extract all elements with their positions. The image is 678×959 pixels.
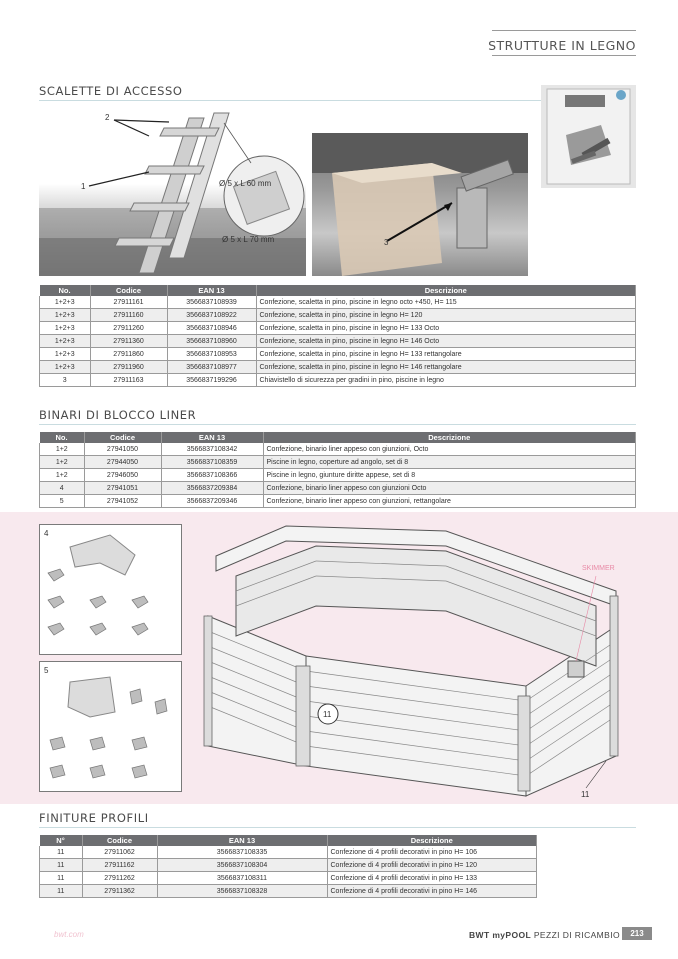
- footer-brand-rest: PEZZI DI RICAMBIO: [533, 930, 620, 940]
- cell-descrizione: Confezione, binario liner appeso con giunzioni, Octo: [263, 443, 636, 456]
- footer-url[interactable]: bwt.com: [54, 930, 84, 939]
- cell-ean: 3566837108328: [157, 885, 327, 898]
- section-title-liner: BINARI DI BLOCCO LINER: [39, 408, 197, 422]
- table-row: [40, 348, 636, 361]
- cell-codice: 27911260: [90, 322, 167, 335]
- cell-ean: 3566837108960: [167, 335, 256, 348]
- pool-structure-diagram: [196, 516, 636, 802]
- table-row: [40, 846, 537, 859]
- cell-ean: 3566837108342: [161, 443, 263, 456]
- table-row: [40, 859, 537, 872]
- cell-no: 1+2+3: [40, 348, 91, 361]
- cell-codice: 27911160: [90, 309, 167, 322]
- page-number: 213: [622, 927, 652, 940]
- cell-descrizione: Confezione di 4 profili decorativi in pino H= 106: [327, 846, 537, 859]
- cell-ean: 3566837108366: [161, 469, 263, 482]
- col-header-codice: Codice: [90, 285, 167, 296]
- col-header-descrizione: Descrizione: [256, 285, 636, 296]
- cell-codice: 27911161: [90, 296, 167, 309]
- cell-descrizione: Confezione, scaletta in pino, piscine in legno H= 133 Octo: [256, 322, 636, 335]
- cell-descrizione: Confezione, scaletta in pino, piscine in legno H= 146 Octo: [256, 335, 636, 348]
- col-header-no: No.: [40, 432, 85, 443]
- cell-ean: 3566837108953: [167, 348, 256, 361]
- page-title: STRUTTURE IN LEGNO: [488, 38, 636, 53]
- table-row: [40, 456, 636, 469]
- header-rule-upper: [492, 30, 636, 31]
- cell-descrizione: Confezione, scaletta in pino, piscine in legno H= 146 rettangolare: [256, 361, 636, 374]
- cell-no: 11: [40, 846, 83, 859]
- col-header-codice: Codice: [82, 835, 157, 846]
- header-rule-top: [492, 55, 636, 56]
- callout-11-right: 11: [581, 790, 590, 799]
- col-header-no: N°: [40, 835, 83, 846]
- table-row: [40, 309, 636, 322]
- cell-no: 1+2+3: [40, 296, 91, 309]
- cell-descrizione: Piscine in legno, giunture diritte appese, set di 8: [263, 469, 636, 482]
- cell-ean: 3566837108946: [167, 322, 256, 335]
- cell-codice: 27911360: [90, 335, 167, 348]
- cell-no: 5: [40, 495, 85, 508]
- cell-no: 1+2: [40, 469, 85, 482]
- cell-descrizione: Confezione, binario liner appeso con giunzioni Octo: [263, 482, 636, 495]
- latch-photo: [312, 133, 528, 276]
- cell-ean: 3566837209346: [161, 495, 263, 508]
- dimension-label-70: Ø 5 x L 70 mm: [222, 235, 275, 244]
- cell-no: 3: [40, 374, 91, 387]
- table-row: [40, 443, 636, 456]
- cell-no: 4: [40, 482, 85, 495]
- col-header-descrizione: Descrizione: [327, 835, 537, 846]
- cell-descrizione: Confezione di 4 profili decorativi in pino H= 120: [327, 859, 537, 872]
- cell-codice: 27911163: [90, 374, 167, 387]
- liner-table: [39, 432, 636, 508]
- callout-3: 3: [384, 238, 389, 247]
- cell-ean: 3566837108359: [161, 456, 263, 469]
- callout-11-left: 11: [323, 710, 332, 719]
- callout-1: 1: [81, 182, 86, 191]
- cell-ean: 3566837209384: [161, 482, 263, 495]
- cell-no: 1+2+3: [40, 335, 91, 348]
- table-row: [40, 296, 636, 309]
- profiles-table: [39, 835, 537, 898]
- cell-no: 1+2+3: [40, 309, 91, 322]
- inset-label-4: 4: [44, 529, 49, 538]
- cell-ean: 3566837108304: [157, 859, 327, 872]
- col-header-ean: EAN 13: [161, 432, 263, 443]
- cell-no: 11: [40, 885, 83, 898]
- cell-ean: 3566837108977: [167, 361, 256, 374]
- table-row: [40, 335, 636, 348]
- cell-codice: 27911860: [90, 348, 167, 361]
- cell-descrizione: Confezione di 4 profili decorativi in pino H= 146: [327, 885, 537, 898]
- col-header-codice: Codice: [84, 432, 161, 443]
- cell-descrizione: Confezione, scaletta in pino, piscine in legno H= 120: [256, 309, 636, 322]
- cell-descrizione: Confezione, scaletta in pino, piscine in legno octo +450, H= 115: [256, 296, 636, 309]
- cell-codice: 27911162: [82, 859, 157, 872]
- cell-codice: 27941052: [84, 495, 161, 508]
- cell-no: 11: [40, 859, 83, 872]
- cell-ean: 3566837108335: [157, 846, 327, 859]
- col-header-ean: EAN 13: [167, 285, 256, 296]
- ladder-illustration: [39, 108, 306, 276]
- section-rule-liner: [39, 424, 636, 425]
- cell-codice: 27941050: [84, 443, 161, 456]
- footer-brand-bold: BWT myPOOL: [469, 930, 532, 940]
- ladders-table: [39, 285, 636, 387]
- cell-descrizione: Confezione, scaletta in pino, piscine in legno H= 133 rettangolare: [256, 348, 636, 361]
- dimension-label-60: Ø 5 x L 60 mm: [219, 179, 272, 188]
- cell-no: 1+2: [40, 456, 85, 469]
- table-row: [40, 322, 636, 335]
- table-row: [40, 482, 636, 495]
- cell-codice: 27911362: [82, 885, 157, 898]
- table-row: [40, 872, 537, 885]
- cell-no: 1+2: [40, 443, 85, 456]
- cell-codice: 27941051: [84, 482, 161, 495]
- section-rule-profiles: [39, 827, 636, 828]
- section-title-profiles: FINITURE PROFILI: [39, 811, 149, 825]
- cell-descrizione: Confezione di 4 profili decorativi in pino H= 133: [327, 872, 537, 885]
- section-title-ladders: SCALETTE DI ACCESSO: [39, 84, 183, 98]
- table-row: [40, 495, 636, 508]
- cell-no: 1+2+3: [40, 322, 91, 335]
- cell-ean: 3566837108922: [167, 309, 256, 322]
- footer-brand: [469, 930, 620, 940]
- inset-label-5: 5: [44, 666, 49, 675]
- table-row: [40, 374, 636, 387]
- cell-codice: 27911062: [82, 846, 157, 859]
- table-row: [40, 885, 537, 898]
- cell-descrizione: Piscine in legno, coperture ad angolo, set di 8: [263, 456, 636, 469]
- cell-ean: 3566837108311: [157, 872, 327, 885]
- cell-codice: 27944050: [84, 456, 161, 469]
- inset-part-4: [39, 524, 182, 655]
- cell-codice: 27911262: [82, 872, 157, 885]
- cell-ean: 3566837108939: [167, 296, 256, 309]
- cell-descrizione: Chiavistello di sicurezza per gradini in pino, piscine in legno: [256, 374, 636, 387]
- callout-2: 2: [105, 113, 110, 122]
- cell-codice: 27946050: [84, 469, 161, 482]
- cell-descrizione: Confezione, binario liner appeso con giunzioni, rettangolare: [263, 495, 636, 508]
- col-header-descrizione: Descrizione: [263, 432, 636, 443]
- cell-codice: 27911960: [90, 361, 167, 374]
- inset-part-5: [39, 661, 182, 792]
- table-row: [40, 361, 636, 374]
- cell-no: 11: [40, 872, 83, 885]
- col-header-ean: EAN 13: [157, 835, 327, 846]
- cell-ean: 3566837199296: [167, 374, 256, 387]
- cell-no: 1+2+3: [40, 361, 91, 374]
- table-row: [40, 469, 636, 482]
- skimmer-label: SKIMMER: [582, 565, 615, 572]
- col-header-no: No.: [40, 285, 91, 296]
- package-photo: [541, 85, 636, 188]
